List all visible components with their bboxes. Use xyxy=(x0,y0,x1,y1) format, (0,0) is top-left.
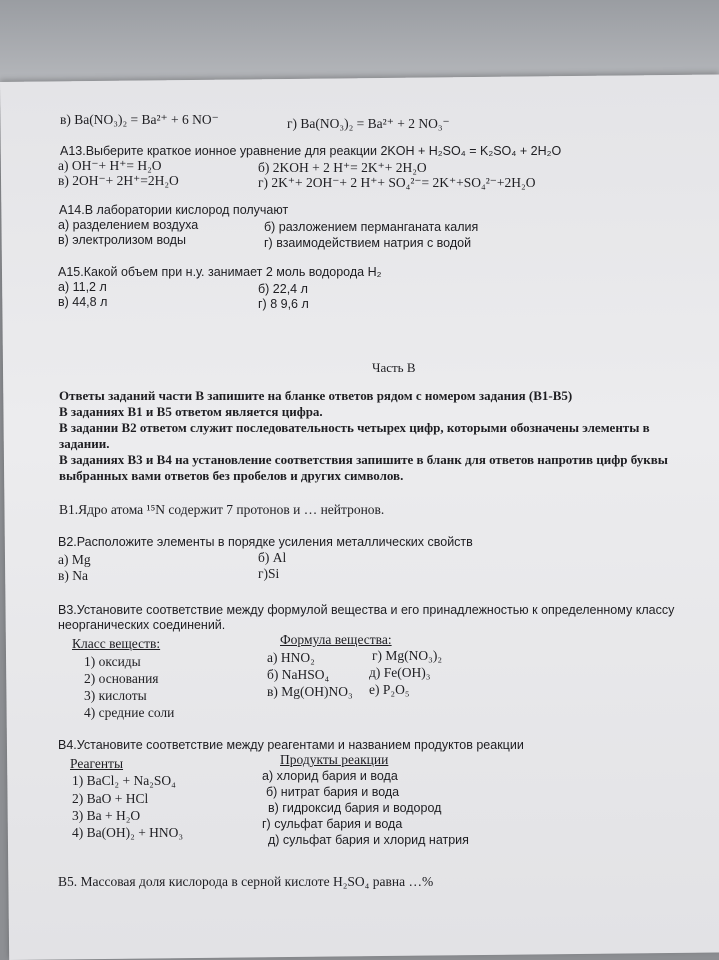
part-b-instruction-3a: В задании В2 ответом служит последовательность четырех цифр, которыми обозначены элементы в xyxy=(59,420,650,435)
b3-class-item: 3) кислоты xyxy=(84,688,147,703)
a15-question: А15.Какой объем при н.у. занимает 2 моль водорода H₂ xyxy=(58,265,382,279)
part-b-instruction-4b: выбранных вами ответов без пробелов и других символов. xyxy=(59,468,404,483)
a12-option-g: г) Ba(NO₃)₂ = Ba²⁺ + 2 NO₃⁻ xyxy=(287,116,450,131)
a15-option-g: г) 8 9,6 л xyxy=(258,297,309,311)
a14-option-v: в) электролизом воды xyxy=(58,233,186,247)
b4-products-header: Продукты реакции xyxy=(280,752,389,767)
b3-formula-e: е) P₂O₅ xyxy=(369,682,410,697)
b4-reagent-item: 2) BaO + HCl xyxy=(72,791,149,806)
b3-formula-header: Формула вещества: xyxy=(280,632,392,647)
part-b-instruction-3b: задании. xyxy=(59,436,110,451)
a13-option-v: в) 2OH⁻+ 2H⁺=2H₂O xyxy=(58,173,179,188)
b4-reagent-item: 4) Ba(OH)₂ + HNO₃ xyxy=(72,825,184,840)
a13-option-g: г) 2K⁺+ 2OH⁻+ 2 H⁺+ SO₄²⁻= 2K⁺+SO₄²⁻+2H₂O xyxy=(258,175,536,190)
b3-class-header: Класс веществ: xyxy=(72,636,161,651)
a14-question: А14.В лаборатории кислород получают xyxy=(59,203,289,217)
b4-product-item: г) сульфат бария и вода xyxy=(262,817,403,831)
a14-option-b: б) разложением перманганата калия xyxy=(264,220,479,234)
b2-option-a: а) Mg xyxy=(58,552,91,567)
b3-formula-a: а) HNO₂ xyxy=(267,650,315,665)
b3-class-item: 4) средние соли xyxy=(84,705,175,720)
a15-option-b: б) 22,4 л xyxy=(258,282,308,296)
b3-question-line-2: неорганических соединений. xyxy=(58,618,226,632)
a14-option-a: а) разделением воздуха xyxy=(58,218,199,232)
b4-product-item: а) хлорид бария и вода xyxy=(262,769,398,783)
b5-question: В5. Массовая доля кислорода в серной кислоте H₂SO₄ равна …% xyxy=(58,874,434,889)
b2-question: В2.Расположите элементы в порядке усиления металлических свойств xyxy=(58,535,473,549)
b3-formula-b: б) NaHSO₄ xyxy=(267,667,330,682)
a15-option-a: а) 11,2 л xyxy=(58,280,107,294)
part-b-title: Часть В xyxy=(372,360,416,375)
b4-product-item: в) гидроксид бария и водород xyxy=(268,801,442,815)
b3-formula-d: д) Fe(OH)₃ xyxy=(369,665,431,680)
part-b-instruction-2: В заданиях В1 и В5 ответом является цифра. xyxy=(59,404,323,419)
b2-option-v: в) Na xyxy=(58,568,88,583)
b3-class-item: 2) основания xyxy=(84,671,159,686)
a15-option-v: в) 44,8 л xyxy=(58,295,108,309)
b1-question: В1.Ядро атома ¹⁵N содержит 7 протонов и … нейтронов. xyxy=(59,502,385,517)
b4-question: В4.Установите соответствие между реагентами и названием продуктов реакции xyxy=(58,738,524,752)
b2-option-b: б) Al xyxy=(258,550,287,565)
part-b-instruction-4a: В заданиях В3 и В4 на установление соответствия запишите в бланк для ответов напротив цифр буквы xyxy=(59,452,668,467)
b2-option-g: г)Si xyxy=(258,566,280,581)
b4-reagents-header: Реагенты xyxy=(70,756,124,771)
a12-option-v: в) Ba(NO₃)₂ = Ba²⁺ + 6 NO⁻ xyxy=(60,112,219,127)
b3-class-item: 1) оксиды xyxy=(84,654,141,669)
b3-formula-g: г) Mg(NO₃)₂ xyxy=(372,648,443,663)
a14-option-g: г) взаимодействием натрия с водой xyxy=(264,236,472,250)
a13-question: А13.Выберите краткое ионное уравнение для реакции 2KOH + H₂SO₄ = K₂SO₄ + 2H₂O xyxy=(60,144,562,158)
b3-question-line-1: В3.Установите соответствие между формулой вещества и его принадлежностью к определенному классу xyxy=(58,603,675,617)
part-b-instruction-1: Ответы заданий части В запишите на бланке ответов рядом с номером задания (В1-В5) xyxy=(59,388,573,403)
a13-option-b: б) 2KOH + 2 H⁺= 2K⁺+ 2H₂O xyxy=(258,160,427,175)
b4-reagent-item: 3) Ba + H₂O xyxy=(72,808,141,823)
b3-formula-v: в) Mg(OH)NO₃ xyxy=(267,684,353,699)
b4-product-item: б) нитрат бария и вода xyxy=(266,785,400,799)
b4-reagent-item: 1) BaCl₂ + Na₂SO₄ xyxy=(72,773,176,788)
b4-product-item: д) сульфат бария и хлорид натрия xyxy=(268,833,469,847)
a13-option-a: а) OH⁻+ H⁺= H₂O xyxy=(58,158,162,173)
